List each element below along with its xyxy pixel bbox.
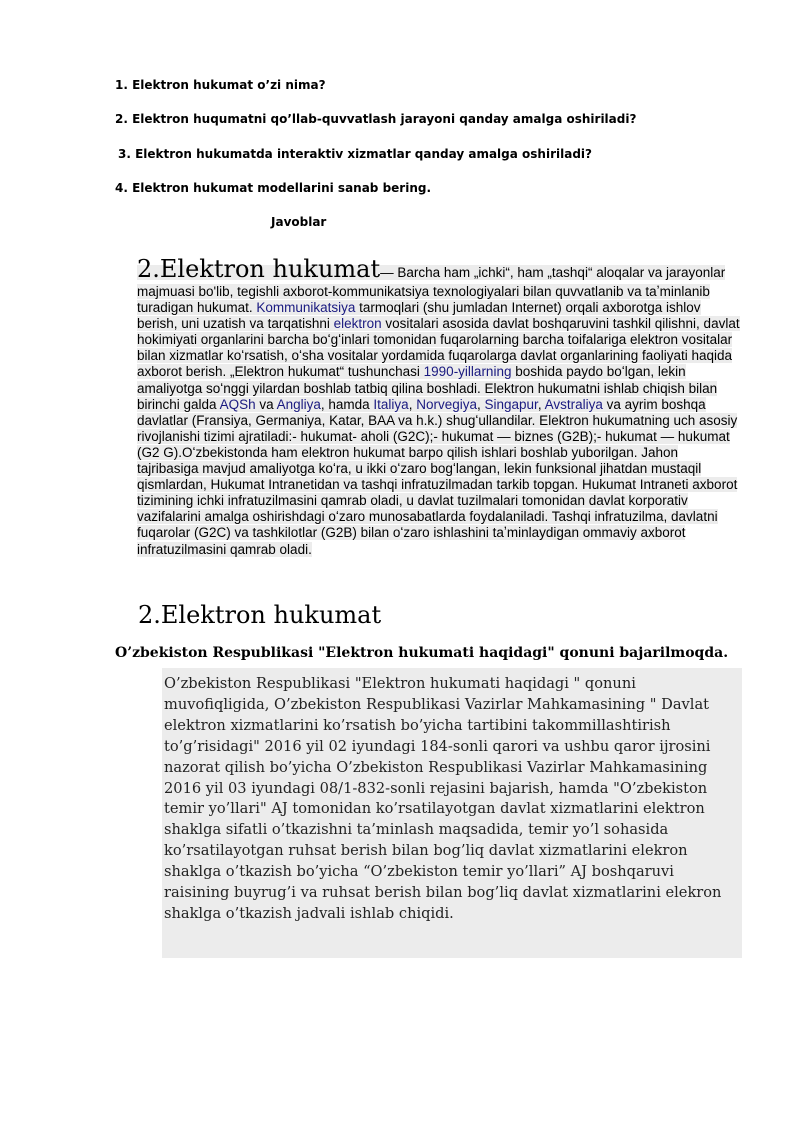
separator: , (408, 396, 417, 412)
law-heading: O’zbekiston Respublikasi "Elektron hukumati haqidagi" qonuni bajarilmoqda. (115, 645, 729, 661)
link-1990-yillar[interactable]: 1990-yillarning (423, 364, 512, 380)
section1-text-3: vositalari asosida davlat boshqaruvini tashkil qilishni, davlat hokimiyati organlarini barcha boʻgʻinlari tomonidan fuqarolarning barcha toifalariga elektron vositalar bilan xizmatlar koʻrsatish, oʻsha vositalar yordamida fuqarolarga davlat organlarining faoliyati haqida axborot berish. „Elektron hukumat“ tushunchasi (137, 316, 740, 380)
link-singapur[interactable]: Singapur (484, 396, 538, 412)
section1-text-6: , hamda (320, 396, 374, 412)
link-norvegiya[interactable]: Norvegiya (416, 396, 477, 412)
section1-text-4: boshida paydo boʻlgan, lekin amaliyotga soʻnggi yilardan boshlab tatbiq qilina boshladi. Elektron hukumatni ishlab chiqish bilan birinchi galda (137, 364, 718, 412)
link-kommunikatsiya[interactable]: Kommunikatsiya (256, 300, 356, 316)
section1-text-1: — Barcha ham „ichki“, ham „tashqi“ aloqalar va jarayonlar majmuasi bo'lib, tegishli axborot-kommunikatsiya texnologiyalari bilan quvvatlanib va taʼminlanib turadigan hukumat. (137, 265, 726, 316)
section1-text-2: tarmoqlari (shu jumladan Internet) orqali axborotga ishlov berish, uni uzatish va tarqatishni (137, 300, 701, 332)
separator: , (477, 396, 485, 412)
section1-title: 2.Elektron hukumat (137, 255, 381, 283)
answer-section-2 (162, 668, 742, 958)
link-italiya[interactable]: Italiya (373, 396, 409, 412)
section1-text-5: va (255, 396, 277, 412)
section2-paragraph: O’zbekiston Respublikasi "Elektron hukumati haqidagi " qonuni muvofiqligida, O’zbekiston Respublikasi Vazirlar Mahkamasining " Davlat elektron xizmatlarini ko’rsatish bo’yicha tartibini takommillashtirish to’g’risidagi" 2016 yil 02 iyundagi 184-sonli qarori va ushbu qaror ijrosini nazorat qilish bo’yicha O’zbekiston Respublikasi Vazirlar Mahkamasining 2016 yil 03 iyundagi 08/1-832-sonli rejasini bajarish, hamda "O’zbekiston temir yo’llari" AJ tomonidan ko’rsatilayotgan davlat xizmatlarini elektron shaklga sifatli o’tkazishni ta’minlash maqsadida, temir yo’l sohasida ko’rsatilayotgan ruhsat berish bilan bog’liq davlat xizmatlarini elekron shaklga o’tkazish bo’yicha “O’zbekiston temir yo’llari” AJ boshqaruvi raisining buyrug’i va ruhsat berish bilan bog’liq davlat xizmatlarini elekron shaklga o’tkazish jadvali ishlab chiqidi. (164, 675, 722, 922)
link-avstraliya[interactable]: Avstraliya (544, 396, 603, 412)
separator: , (537, 396, 545, 412)
section1-text-7: va ayrim boshqa davlatlar (Fransiya, Germaniya, Katar, BAA va h.k.) shugʻullandilar. Elektron hukumatning uch asosiy rivojlanishi tizimi ajratiladi:- hukumat- aholi (G2C);- hukumat — biznes (G2B);- hukumat — hukumat (G2 G).Oʻzbekistonda ham elektron hukumat barpo qilish ishlari boshlab yuborilgan. Jahon tajribasiga mavjud amaliyotga koʻra, u ikki oʻzaro bogʻlangan, lekin funksional jihatdan mustaqil qismlardan, Hukumat Intranetidan va tashqi infratuzilmadan tarkib topgan. Hukumat Intraneti axborot tizimining ichki infratuzilmasini qamrab oladi, u davlat tuzilmalari tomonidan davlat korporativ vazifalarini amalga oshirishdagi oʻzaro munosabatlarda foydalaniladi. Tashqi infratuzilma, davlatni fuqarolar (G2C) va tashkilotlar (G2B) bilan oʻzaro ishlashini taʼminlaydigan ommaviy axborot infratuzilmasini qamrab oladi. (137, 396, 738, 557)
answers-heading: Javoblar (271, 215, 327, 229)
link-angliya[interactable]: Angliya (276, 396, 321, 412)
question-4: 4. Elektron hukumat modellarini sanab bering. (115, 181, 432, 195)
section2-title: 2.Elektron hukumat (138, 601, 382, 629)
question-2: 2. Elektron huqumatni qo’llab-quvvatlash jarayoni qanday amalga oshiriladi? (115, 112, 637, 126)
question-1: 1. Elektron hukumat o’zi nima? (115, 78, 326, 92)
question-3: 3. Elektron hukumatda interaktiv xizmatlar qanday amalga oshiriladi? (118, 147, 592, 161)
link-aqsh[interactable]: AQSh (219, 396, 256, 412)
link-elektron[interactable]: elektron (333, 316, 382, 332)
answer-section-1 (137, 254, 742, 558)
